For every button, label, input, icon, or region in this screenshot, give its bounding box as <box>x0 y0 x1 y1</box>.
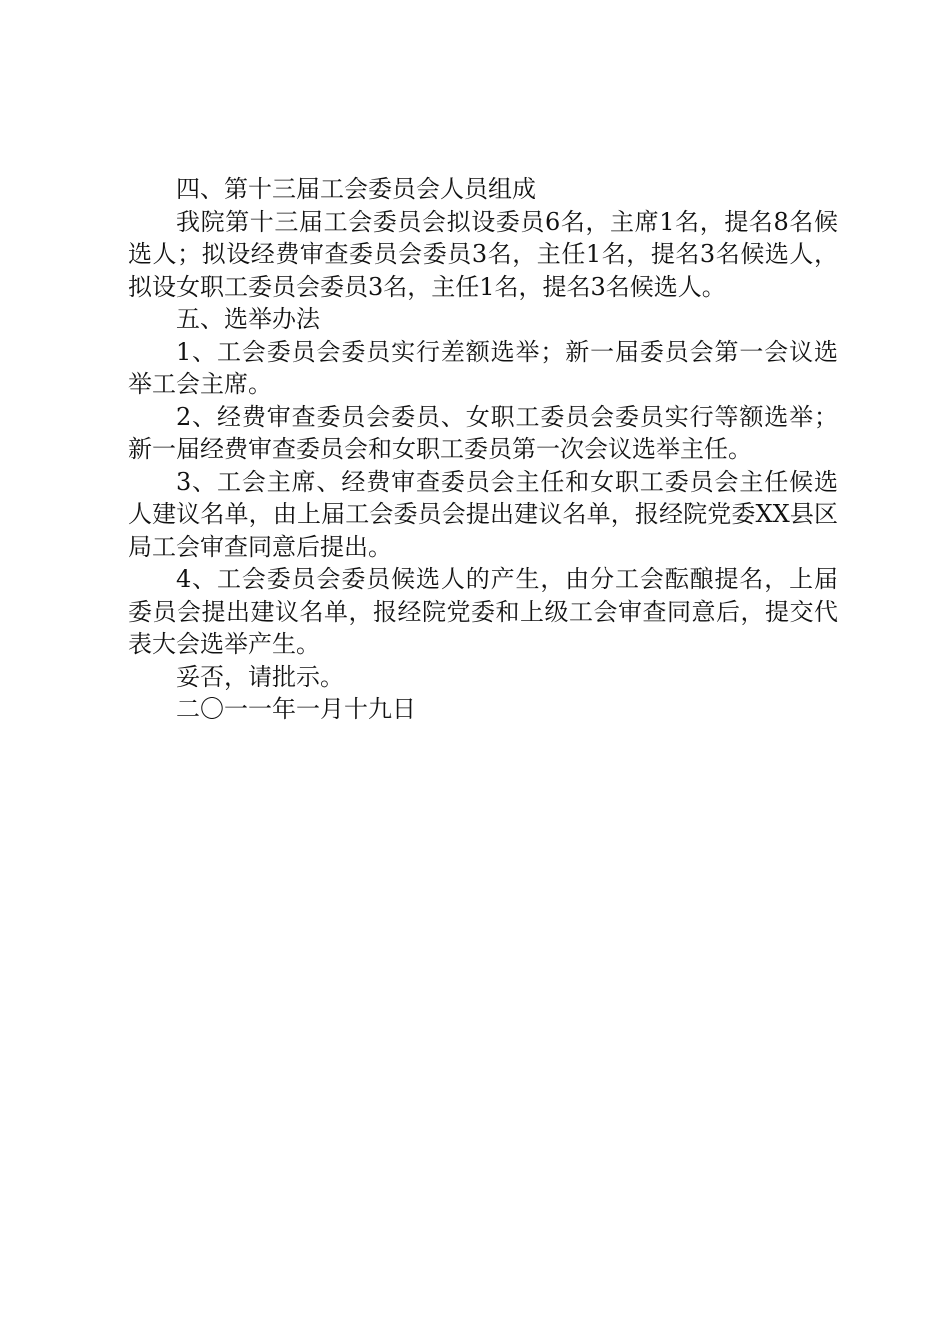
section-heading-election-method: 五、选举办法 <box>176 305 320 333</box>
closing-request: 妥否，请批示。 <box>176 662 344 691</box>
paragraph-election-item-3: 3、工会主席、经费审查委员会主任和女职工委员会主任候选人建议名单，由上届工会委员会提出建议名单，报经院党委XX县区局工会审查同意后提出。 <box>128 467 838 561</box>
section-heading-composition: 四、第十三届工会委员会人员组成 <box>176 175 536 203</box>
document-body <box>128 173 838 726</box>
paragraph-election-item-1: 1、工会委员会委员实行差额选举；新一届委员会第一会议选举工会主席。 <box>128 337 838 398</box>
paragraph-election-item-4: 4、工会委员会委员候选人的产生，由分工会酝酿提名，上届委员会提出建议名单，报经院党委和上级工会审查同意后，提交代表大会选举产生。 <box>128 565 838 658</box>
paragraph-composition: 我院第十三届工会委员会拟设委员6名，主席1名，提名8名候选人；拟设经费审查委员会委员3名，主任1名，提名3名候选人，拟设女职工委员会委员3名，主任1名，提名3名候选人。 <box>128 207 838 301</box>
document-date: 二〇一一年一月十九日 <box>176 695 416 723</box>
paragraph-election-item-2: 2、经费审查委员会委员、女职工委员会委员实行等额选举；新一届经费审查委员会和女职工委员第一次会议选举主任。 <box>128 402 838 463</box>
